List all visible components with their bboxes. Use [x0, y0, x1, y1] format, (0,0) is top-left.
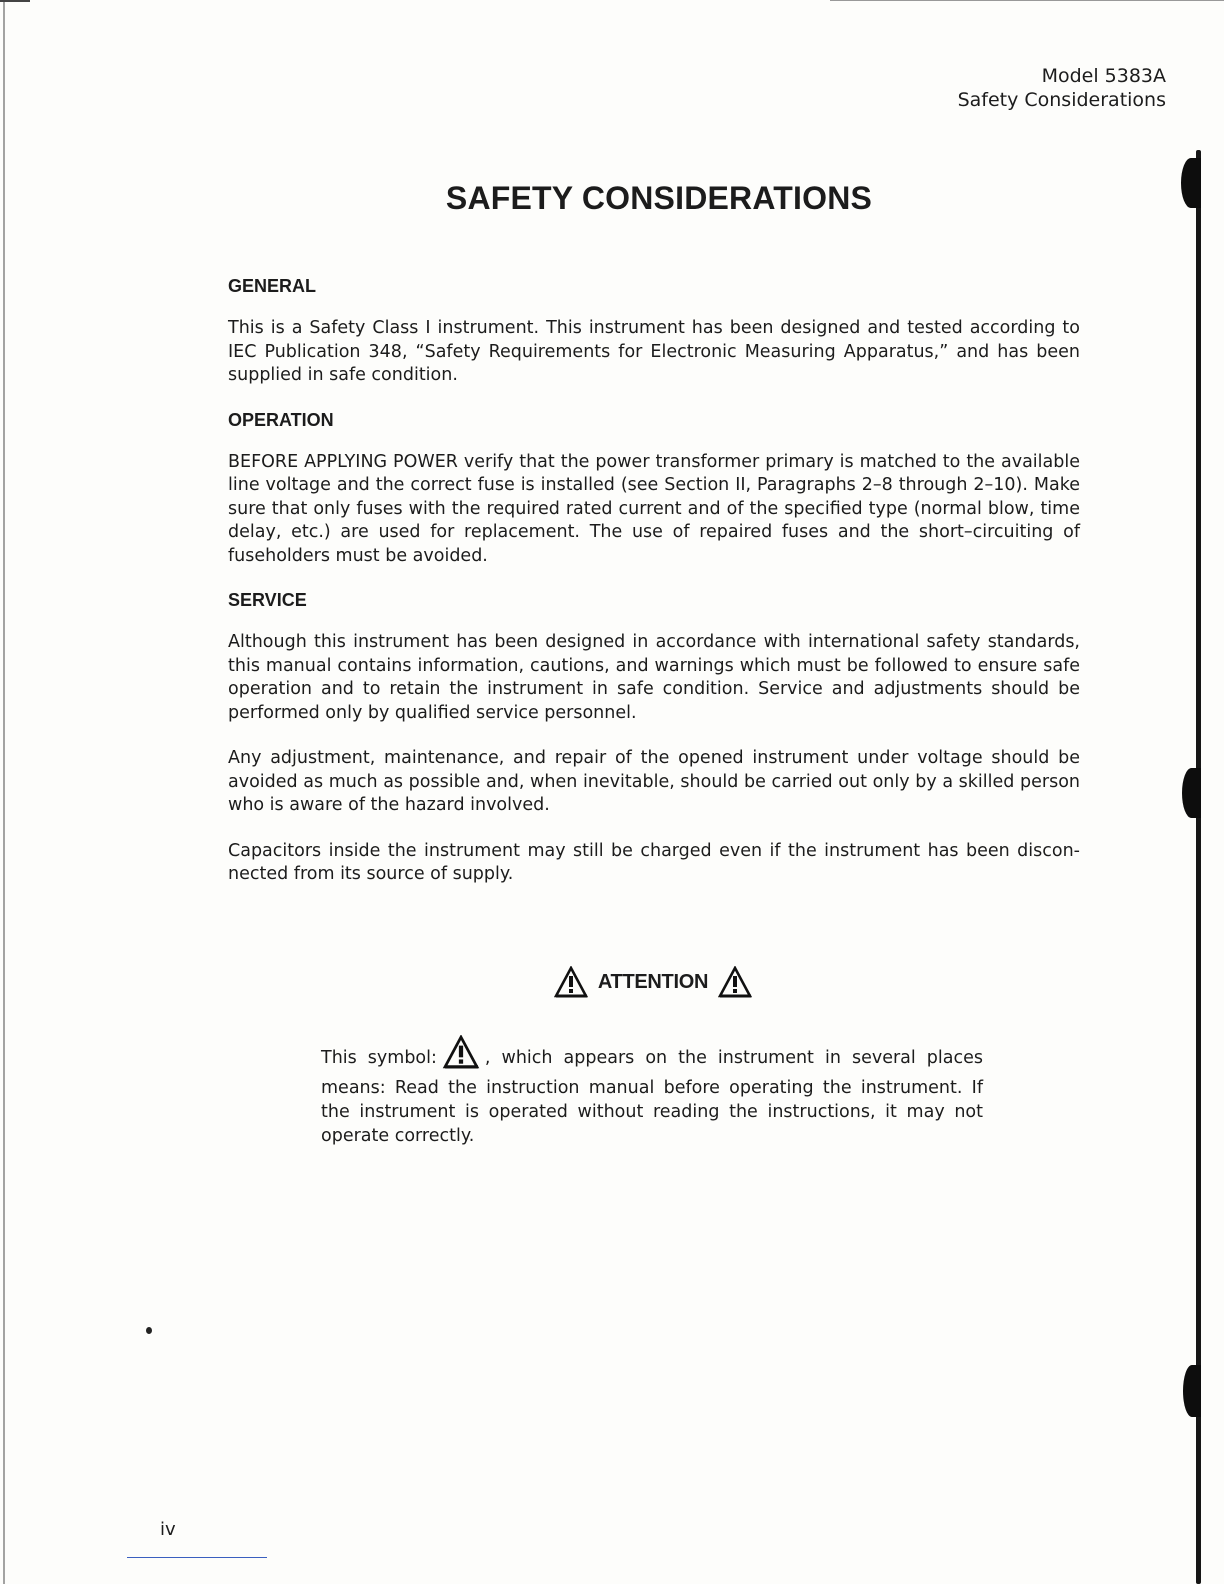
- section-heading-service: SERVICE: [228, 590, 307, 610]
- attention-notice: [321, 1035, 983, 1148]
- running-head-section: Safety Considerations: [957, 89, 1166, 111]
- scan-rule: [127, 1557, 267, 1558]
- scan-left-edge: [3, 0, 5, 1584]
- running-head: [958, 64, 1166, 112]
- notice-lead: This symbol:: [321, 1048, 437, 1068]
- general-paragraph: This is a Safety Class I instrument. This instrument has been designed and tested according to IEC Publication 348, “Safety Requirements for Electronic Measuring Apparatus,” and has been supplied in safe condition.: [228, 318, 1080, 385]
- service-paragraph: Although this instrument has been designed in accordance with international safety standards, this manual contains information, cautions, and warnings which must be followed to ensure safe operation and to retain the instrument in safe condition. Service and adjustments should be performed only by qualified service personnel.: [228, 632, 1080, 723]
- warning-triangle-icon: [718, 966, 752, 998]
- service-paragraph: Capacitors inside the instrument may still be charged even if the instrument has been discon- nected from its source of supply.: [228, 840, 1080, 884]
- binder-hole: [1182, 768, 1201, 818]
- page-title: SAFETY CONSIDERATIONS: [445, 180, 873, 216]
- operation-paragraph: BEFORE APPLYING POWER verify that the power transformer primary is matched to the available line voltage and the correct fuse is installed (see Section II, Paragraphs 2–8 through 2–10). Make sure that only fuses with the required rated current and of the specified type (normal blow, time delay, etc.) are used for replacement. The use of repaired fuses and the short–circuiting of fuseholders must be avoided.: [228, 451, 1080, 566]
- attention-label: ATTENTION: [597, 970, 709, 993]
- scan-top-edge: [0, 0, 30, 2]
- running-head-model: Model 5383A: [1041, 65, 1166, 87]
- warning-triangle-icon: [441, 1035, 481, 1076]
- scan-speck: [146, 1327, 152, 1334]
- section-heading-general: GENERAL: [228, 276, 317, 296]
- binder-hole: [1183, 1365, 1201, 1417]
- attention-banner: [0, 966, 1224, 998]
- service-paragraph: Any adjustment, maintenance, and repair of the opened instrument under voltage should be avoided as much as possible and, when inevitable, should be carried out only by a skilled person who is aware of the hazard involved.: [228, 748, 1080, 815]
- scan-top-edge: [830, 0, 1224, 1]
- warning-triangle-icon: [554, 966, 588, 998]
- section-heading-operation: OPERATION: [228, 409, 334, 430]
- notice-body: , which appears on the instrument in several places means: Read the instruction manual before operating the instrument. If the instrument is operated without reading the instructions, it may not operate correctly.: [321, 1048, 983, 1146]
- body-content: [228, 276, 1080, 909]
- page-number: iv: [160, 1519, 176, 1540]
